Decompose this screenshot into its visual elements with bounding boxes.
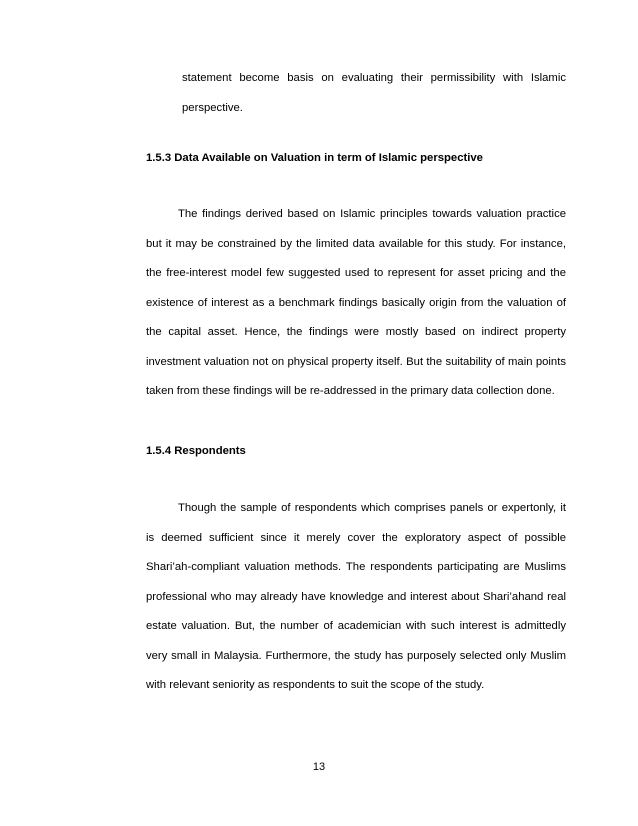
- page-number: 13: [312, 761, 326, 773]
- continuation-text: statement become basis on evaluating their permissibility with Islamic perspective.: [182, 72, 566, 114]
- section-1-5-3-paragraph: [146, 200, 566, 407]
- section-heading-1-5-3: 1.5.3 Data Available on Valuation in term of Islamic perspective: [146, 152, 483, 164]
- section-1-5-3-text: The findings derived based on Islamic principles towards valuation practice but it may be constrained by the limited data available for this study. For instance, the free-interest model few suggested used to represent for asset pricing and the existence of interest as a benchmark findings basically origin from the valuation of the capital asset. Hence, the findings were mostly based on indirect property investment valuation not on physical property itself. But the suitability of main points taken from these findings will be re-addressed in the primary data collection done.: [146, 208, 566, 397]
- section-1-5-4-text: Though the sample of respondents which comprises panels or expertonly, it is deemed sufficient since it merely cover the exploratory aspect of possible Shari’ah-compliant valuation methods. The respondents participating are Muslims professional who may already have knowledge and interest about Shari’ahand real estate valuation. But, the number of academician with such interest is admittedly very small in Malaysia. Furthermore, the study has purposely selected only Muslim with relevant seniority as respondents to suit the scope of the study.: [146, 502, 566, 691]
- section-1-5-4-paragraph: [146, 494, 566, 701]
- continuation-paragraph: [182, 64, 566, 123]
- section-heading-1-5-4: 1.5.4 Respondents: [146, 445, 246, 457]
